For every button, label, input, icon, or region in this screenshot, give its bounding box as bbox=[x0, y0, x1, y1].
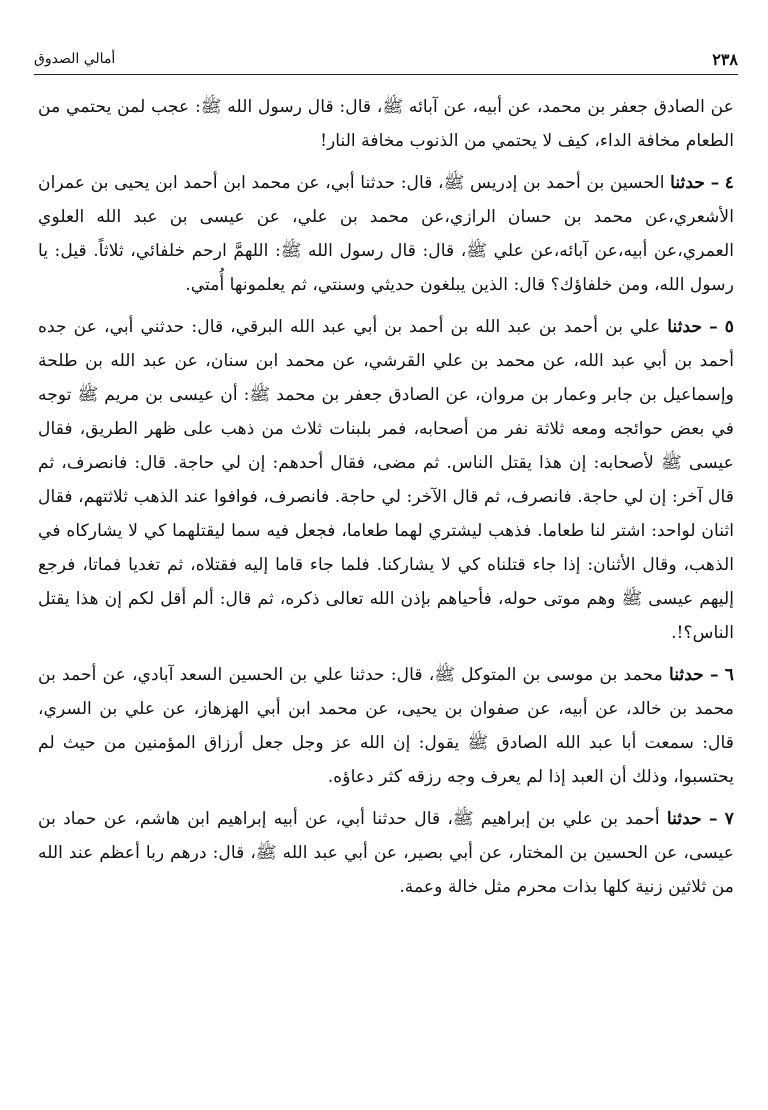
book-title: أمالي الصدوق bbox=[34, 51, 116, 67]
paragraph-text: أحمد بن علي بن إبراهيم ﷺ، قال حدثنا أبي، عن أبيه إبراهيم ابن هاشم، عن حماد بن عيسى، عن الحسين بن المختار، عن أبي بصير، عن أبي عبد الله ﷺ، قال: درهم ربا أعظم عند الله من ثلاثين زنية كلها بذات محرم مثل خالة وعمة. bbox=[38, 809, 734, 897]
hadith-number: ٥ bbox=[724, 317, 735, 337]
header-divider bbox=[34, 74, 738, 75]
running-header bbox=[34, 48, 738, 70]
hadith-number: ٤ bbox=[724, 173, 734, 193]
paragraph-continuation bbox=[38, 90, 734, 158]
hadith-dash: – bbox=[710, 173, 720, 193]
paragraph-text: علي بن أحمد بن عبد الله بن أحمد بن أبي عبد الله البرقي، قال: حدثني أبي، عن جده أحمد بن أبي عبد الله، عن محمد بن علي القرشي، عن محمد ابن سنان، عن عبد الله بن طلحة وإسماعيل بن جابر وعمار بن مروان، عن الصادق جعفر بن محمد ﷺ: أن عيسى بن مريم ﷺ توجه في بعض حوائجه ومعه ثلاثة نفر من أصحابه، فمر بلبنات ثلاث من ذهب على ظهر الطريق، فقال عيسى ﷺ لأصحابه: إن هذا يقتل الناس. ثم مضى، فقال أحدهم: إن لي حاجة. قال: فانصرف، ثم قال آخر: إن لي حاجة. فانصرف، ثم قال الآخر: لي حاجة. فانصرف، فوافوا عند الذهب ثلاثتهم، فقال اثنان لواحد: اشتر لنا طعاما. فذهب ليشتري لهما طعاما، فجعل فيه سما ليقتلهما كي لا يشاركاه في الذهب، وقال الأثنان: إذا جاء قتلناه كي لا يشاركنا. فلما جاء قاما إليه فقتلاه، ثم تغديا فماتا، فرجع إليهم عيسى ﷺ وهم موتى حوله، فأحياهم بإذن الله تعالى ذكره، ثم قال: ألم أقل لكم إن هذا يقتل الناس؟!. bbox=[38, 317, 734, 643]
page-number: ٢٣٨ bbox=[712, 49, 738, 69]
hadith-number: ٧ bbox=[724, 809, 734, 829]
hadith-number: ٦ bbox=[724, 665, 735, 685]
hadith-paragraph bbox=[38, 310, 734, 650]
isnad-intro: حدثنا bbox=[669, 665, 704, 685]
paragraph-text: محمد بن موسى بن المتوكل ﷺ، قال: حدثنا علي بن الحسين السعد آبادي، عن أحمد بن محمد بن خالد، عن أبيه، عن صفوان بن يحيى، عن محمد ابن أبي الهزهاز، عن علي بن السري، قال: سمعت أبا عبد الله الصادق ﷺ يقول: إن الله عز وجل جعل أرزاق المؤمنين من حيث لم يحتسبوا، وذلك أن العبد إذا لم يعرف وجه رزقه كثر دعاؤه. bbox=[38, 665, 734, 787]
hadith-dash: – bbox=[709, 317, 718, 337]
hadith-dash: – bbox=[708, 809, 718, 829]
hadith-paragraph bbox=[38, 166, 734, 302]
isnad-intro: حدثنا bbox=[666, 809, 702, 829]
hadith-dash: – bbox=[710, 665, 719, 685]
isnad-intro: حدثنا bbox=[667, 317, 703, 337]
hadith-paragraph bbox=[38, 658, 734, 794]
isnad-intro: حدثنا bbox=[670, 173, 705, 193]
paragraph-text: الحسين بن أحمد بن إدريس ﷺ، قال: حدثنا أبي، عن محمد ابن أحمد ابن يحيى بن عمران الأشعري،عن محمد بن حسان الرازي،عن محمد بن علي، عن عيسى بن عبد الله العلوي العمري،عن أبيه،عن آبائه،عن علي ﷺ، قال: قال رسول الله ﷺ: اللهمَّ ارحم خلفائي، ثلاثاً. قيل: يا رسول الله، ومن خلفاؤك؟ قال: الذين يبلغون حديثي وسنتي، ثم يعلمونها أُمتي. bbox=[38, 173, 734, 295]
paragraph-text: عن الصادق جعفر بن محمد، عن أبيه، عن آبائه ﷺ، قال: قال رسول الله ﷺ: عجب لمن يحتمي من الطعام مخافة الداء، كيف لا يحتمي من الذنوب مخافة النار! bbox=[38, 97, 734, 151]
hadith-paragraph bbox=[38, 802, 734, 904]
page-body bbox=[38, 90, 734, 904]
